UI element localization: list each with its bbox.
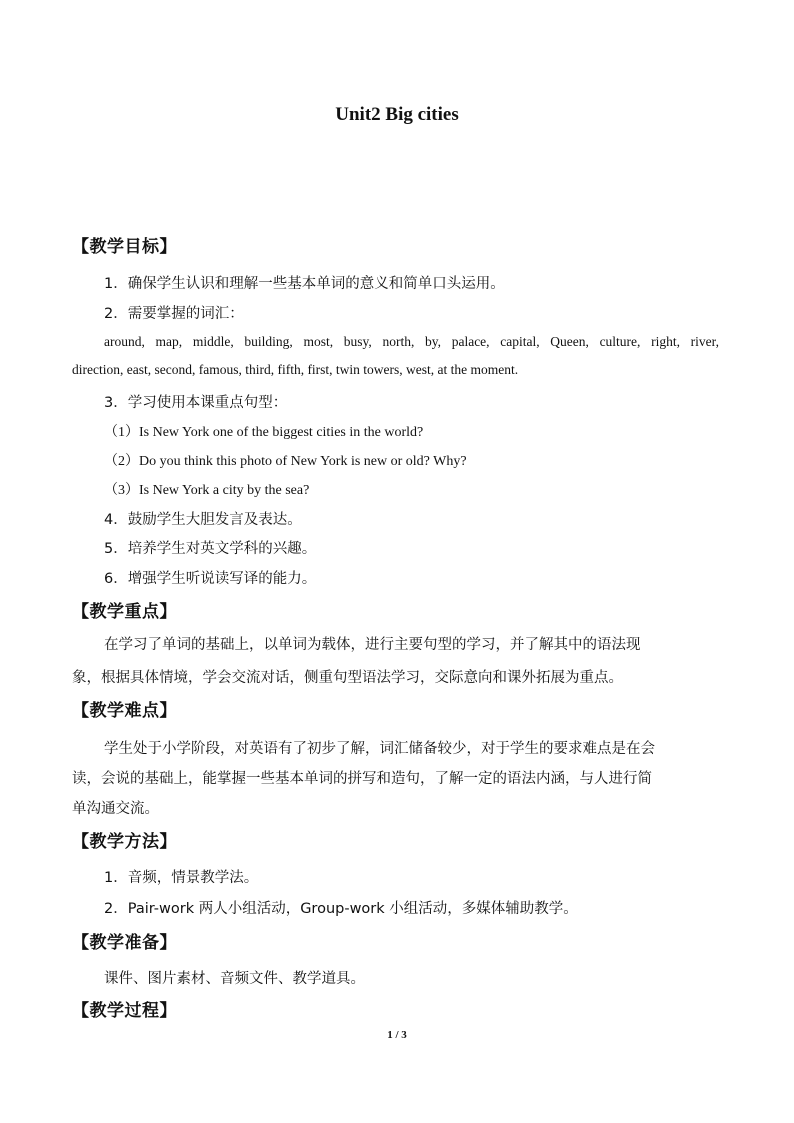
page-number: 1 / 3 bbox=[387, 1029, 407, 1041]
sentence-pattern-3: （3）Is New York a city by the sea? bbox=[104, 483, 310, 498]
objective-item-6: 6．增强学生听说读写译的能力。 bbox=[104, 571, 317, 587]
document-title: Unit2 Big cities bbox=[335, 104, 459, 125]
methods-heading: 【教学方法】 bbox=[72, 832, 177, 852]
difficulties-heading: 【教学难点】 bbox=[72, 701, 177, 721]
process-heading: 【教学过程】 bbox=[72, 1001, 177, 1021]
vocabulary-line-1: around, map, middle, building, most, busy, north, by, palace, capital, Queen, culture, right, river, bbox=[104, 334, 719, 349]
objective-item-2: 2．需要掌握的词汇： bbox=[104, 306, 244, 322]
sentence-pattern-1: （1）Is New York one of the biggest cities in the world? bbox=[104, 425, 424, 440]
difficulties-line-1: 学生处于小学阶段，对英语有了初步了解，词汇储备较少，对于学生的要求难点是在会 bbox=[104, 741, 655, 757]
difficulties-line-3: 单沟通交流。 bbox=[72, 801, 159, 817]
key-points-line-1: 在学习了单词的基础上，以单词为载体，进行主要句型的学习，并了解其中的语法现 bbox=[104, 637, 641, 653]
key-points-heading: 【教学重点】 bbox=[72, 602, 177, 622]
method-item-2: 2．Pair-work 两人小组活动，Group-work 小组活动，多媒体辅助教学。 bbox=[104, 901, 578, 917]
objective-item-5: 5．培养学生对英文学科的兴趣。 bbox=[104, 541, 317, 557]
difficulties-line-2: 读，会说的基础上，能掌握一些基本单词的拼写和造句，了解一定的语法内涵，与人进行简 bbox=[72, 771, 652, 787]
vocabulary-line-2: direction, east, second, famous, third, fifth, first, twin towers, west, at the moment. bbox=[72, 362, 519, 377]
preparation-heading: 【教学准备】 bbox=[72, 933, 177, 953]
sentence-pattern-2: （2）Do you think this photo of New York is new or old? Why? bbox=[104, 454, 467, 469]
key-points-line-2: 象，根据具体情境，学会交流对话，侧重句型语法学习，交际意向和课外拓展为重点。 bbox=[72, 670, 623, 686]
objective-item-4: 4．鼓励学生大胆发言及表达。 bbox=[104, 512, 302, 528]
method-item-1: 1．音频，情景教学法。 bbox=[104, 870, 259, 886]
preparation-text: 课件、图片素材、音频文件、教学道具。 bbox=[104, 971, 365, 987]
objectives-heading: 【教学目标】 bbox=[72, 237, 177, 257]
objective-item-3: 3．学习使用本课重点句型： bbox=[104, 395, 288, 411]
objective-item-1: 1．确保学生认识和理解一些基本单词的意义和简单口头运用。 bbox=[104, 276, 505, 292]
